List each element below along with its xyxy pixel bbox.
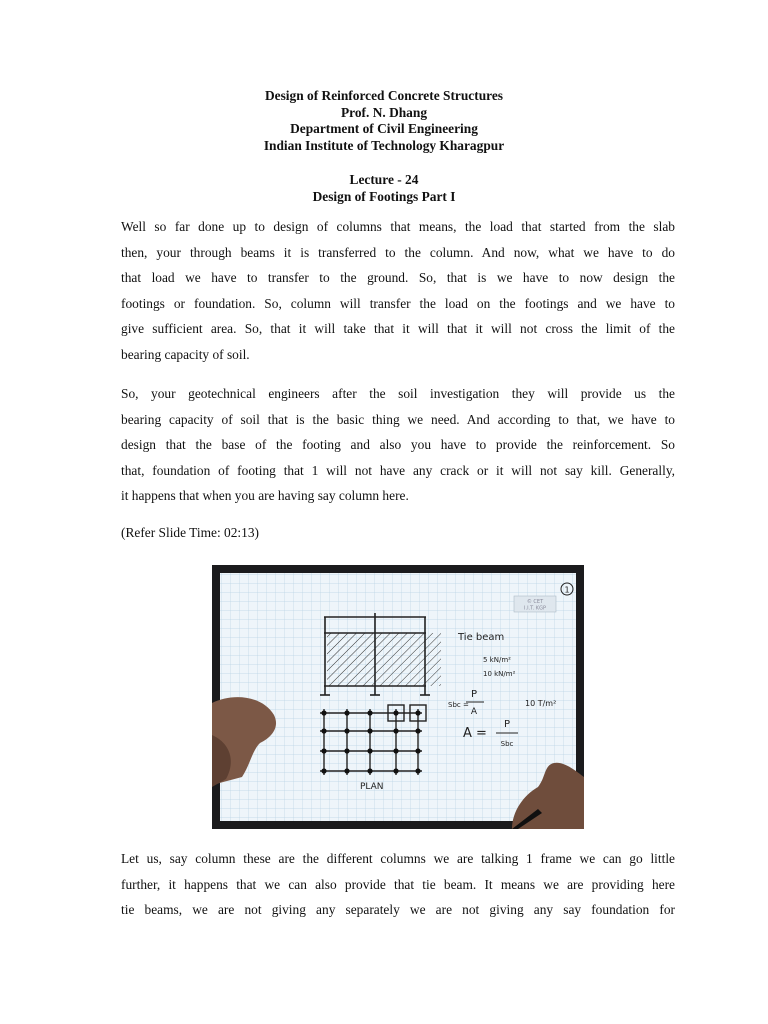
slide-stamp-line1: © CET — [526, 599, 544, 605]
text-line: it happens that when you are having say column here. — [121, 488, 409, 504]
formula-2-denominator: Sbc — [500, 740, 514, 748]
text-line: give sufficient area. So, that it will take that it will that it will not cross the limit of the — [121, 321, 675, 337]
document-header — [0, 88, 768, 154]
text-line: further, it happens that we can also provide that tie beam. It means we are providing here — [121, 876, 675, 892]
text-line: Let us, say column these are the different columns we are talking 1 frame we can go little — [121, 851, 675, 866]
text-line: that, foundation of footing that 1 will not have any crack or it will not say kill. Generally, — [121, 462, 675, 478]
course-title: Design of Reinforced Concrete Structures — [264, 88, 503, 103]
formula-1-lhs: Sbc = — [448, 701, 469, 709]
formula-1-numerator: P — [470, 689, 478, 700]
formula-2-numerator: P — [503, 719, 511, 730]
plan-label: PLAN — [360, 782, 384, 792]
text-line: bearing capacity of soil that is the basic thing we need. And according to that, we have to — [121, 411, 675, 427]
paragraph-2 — [121, 381, 675, 509]
paragraph-3 — [121, 846, 675, 923]
lecture-number: Lecture - 24 — [349, 172, 419, 187]
refer-slide-time: (Refer Slide Time: 02:13) — [121, 525, 259, 540]
formula-1-rhs: 10 T/m² — [525, 699, 557, 708]
text-line: Well so far done up to design of columns that means, the load that started from the slab — [121, 219, 675, 234]
slide-page-number: 1 — [564, 585, 570, 595]
professor-name: Prof. N. Dhang — [340, 104, 428, 120]
text-line: footings or foundation. So, column will transfer the load on the footings and we have to — [121, 295, 675, 311]
institute-name: Indian Institute of Technology Kharagpur — [263, 137, 505, 153]
text-line: So, your geotechnical engineers after the soil investigation they will provide us the — [121, 386, 675, 401]
department-name: Department of Civil Engineering — [290, 121, 478, 136]
tie-beam-note: Tie beam — [458, 632, 505, 643]
text-line: design that the base of the footing and also you have to provide the reinforcement. So — [121, 437, 675, 453]
text-line: then, your through beams it is transferred to the column. And now, what we have to do — [121, 244, 675, 260]
paragraph-1 — [121, 214, 675, 368]
slide-stamp-line2: I.I.T. KGP — [524, 605, 546, 612]
text-line: that load we have to transfer to the ground. So, that is we have to now design the — [121, 270, 675, 286]
text-line: tie beams, we are not giving any separately we are not giving any say foundation for — [121, 902, 675, 918]
load-note-1: 5 kN/m² — [483, 656, 511, 664]
formula-2-lhs: A = — [463, 726, 487, 741]
lecture-title: Design of Footings Part I — [312, 188, 456, 204]
text-line: bearing capacity of soil. — [121, 346, 250, 362]
lecture-slide-image — [212, 565, 584, 829]
load-note-2: 10 kN/m² — [483, 670, 516, 678]
formula-1-denominator: A — [470, 707, 478, 717]
lecture-heading — [0, 172, 768, 205]
